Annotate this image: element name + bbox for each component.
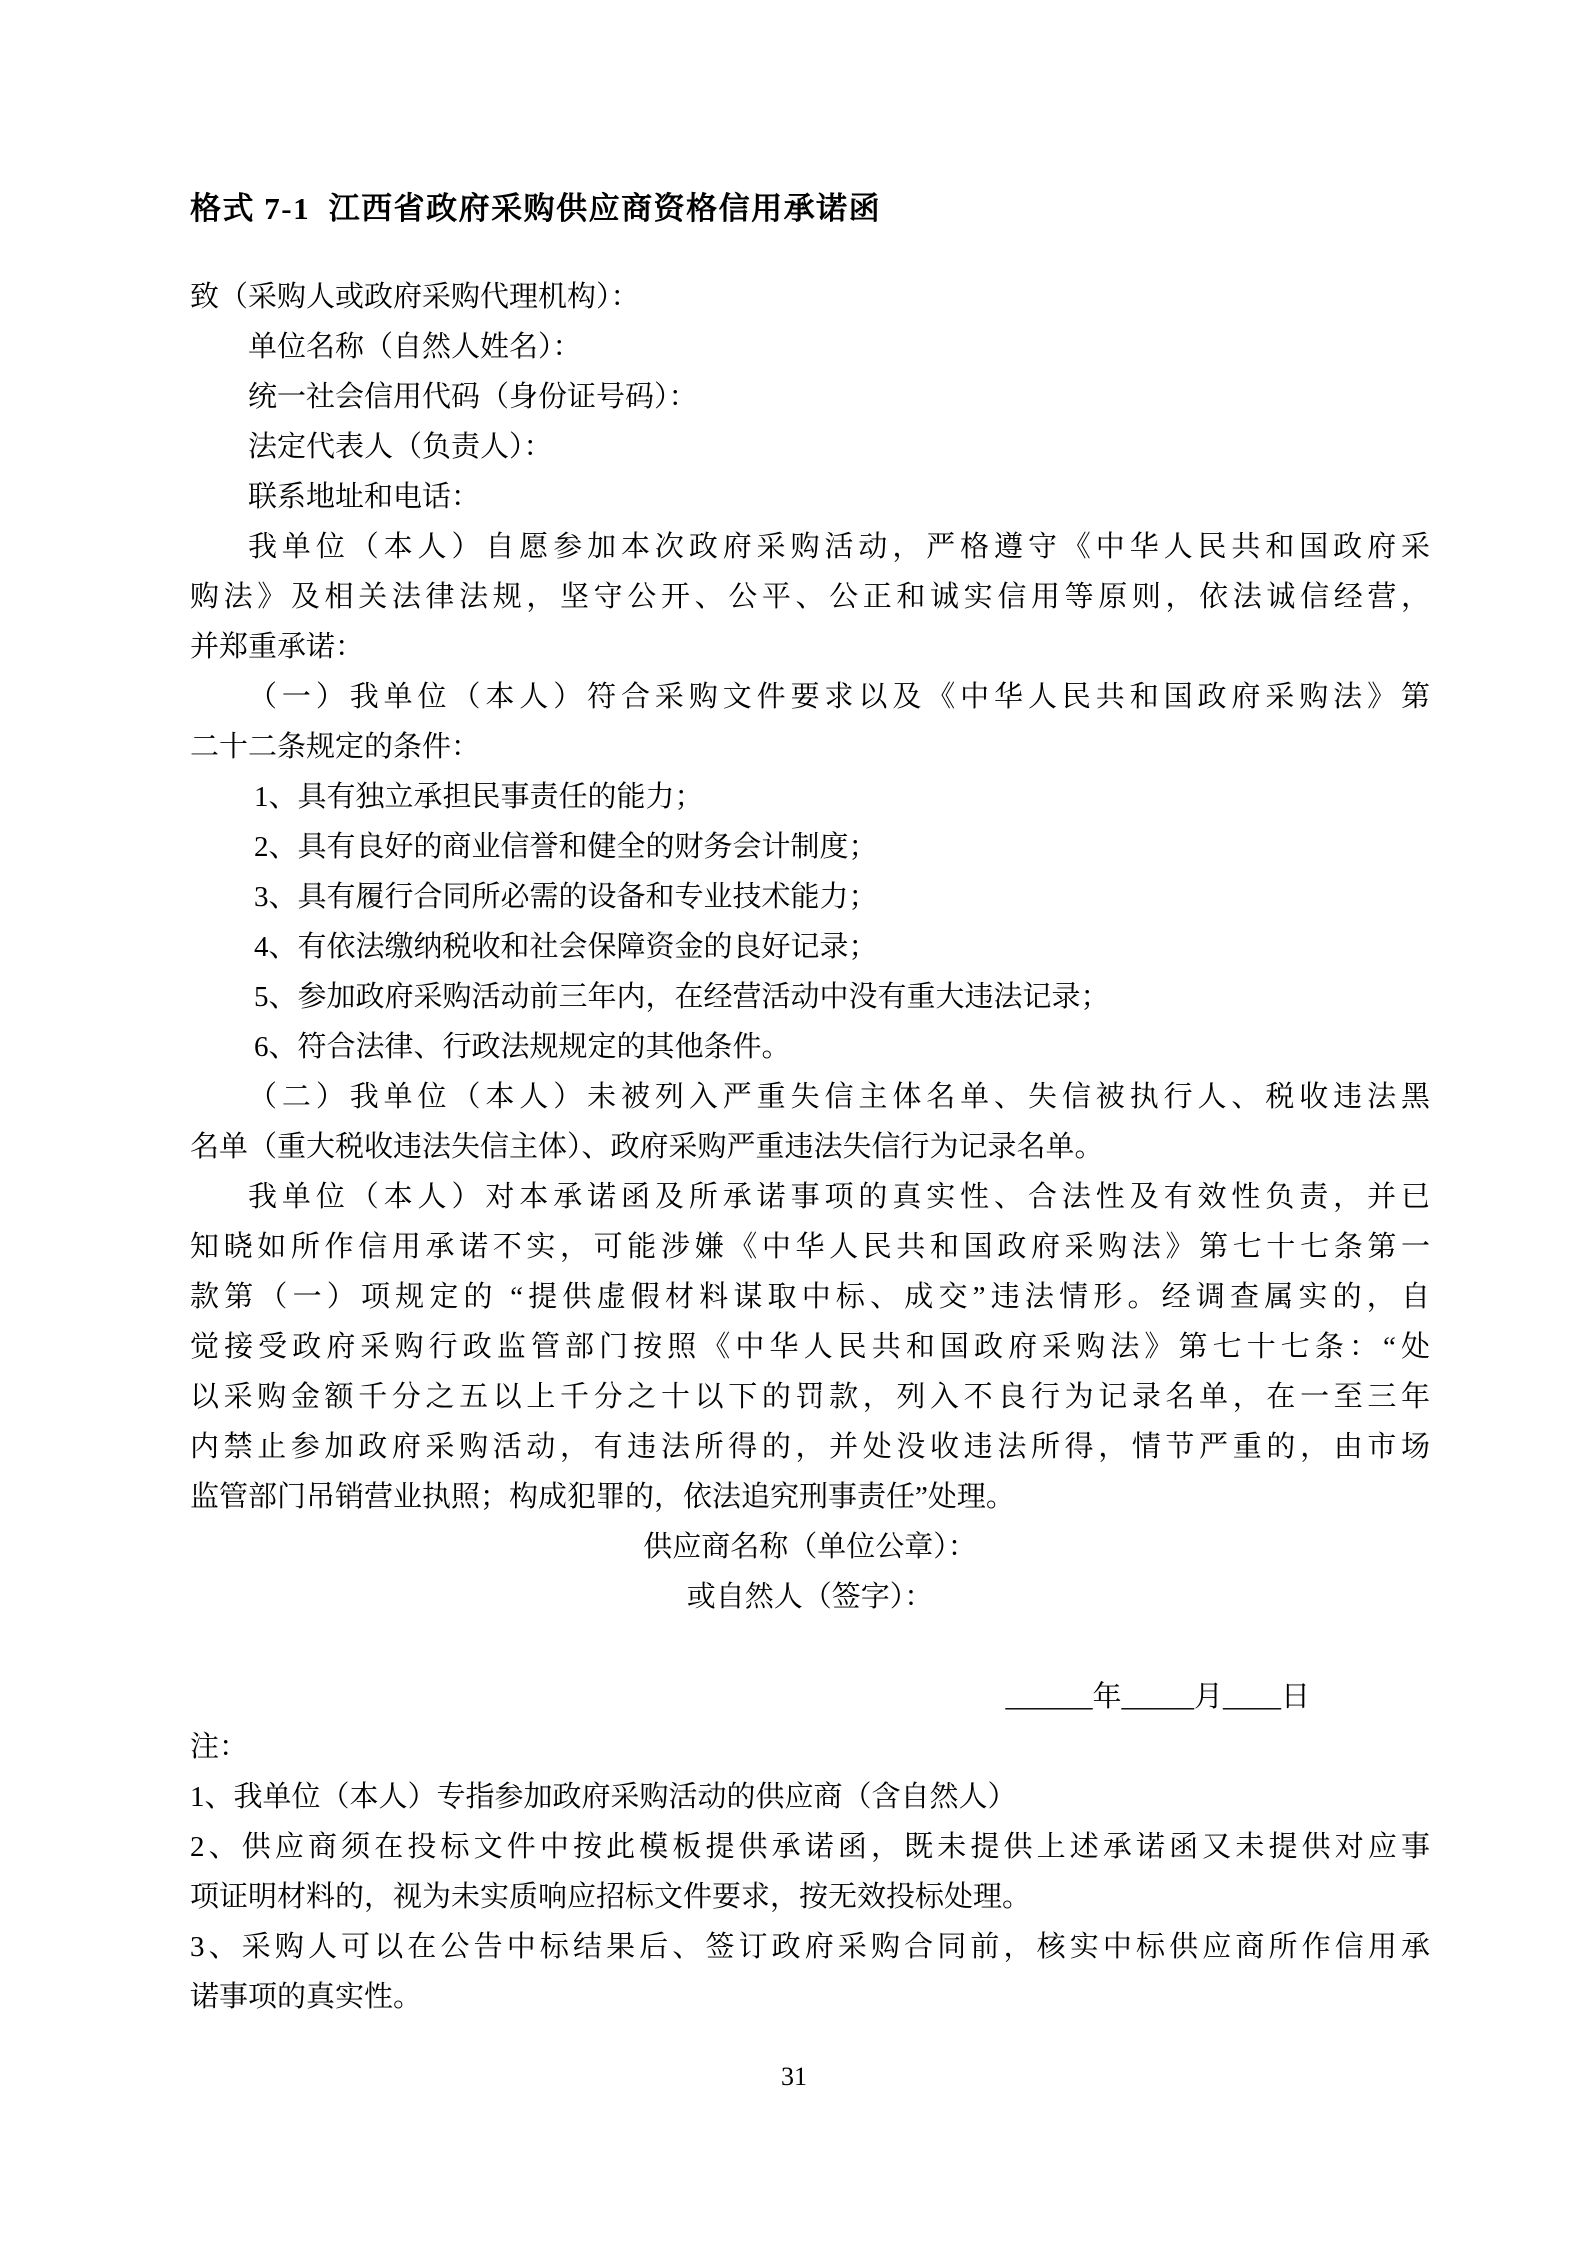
document-line: 内禁止参加政府采购活动，有违法所得的，并处没收违法所得，情节严重的，由市场 (190, 1431, 1430, 1463)
document-line: 统一社会信用代码（身份证号码）： (248, 381, 698, 413)
document-line: 以采购金额千分之五以上千分之十以下的罚款，列入不良行为记录名单，在一至三年 (190, 1381, 1430, 1413)
document-body (190, 272, 1430, 2022)
document-line: 联系地址和电话： (248, 481, 481, 513)
document-title: 格式 7-1 江西省政府采购供应商资格信用承诺函 (190, 191, 882, 226)
document-line: 款第（一）项规定的 “提供虚假材料谋取中标、成交”违法情形。经调查属实的，自 (190, 1281, 1430, 1313)
document-line: 2、供应商须在投标文件中按此模板提供承诺函，既未提供上述承诺函又未提供对应事 (190, 1831, 1430, 1863)
document-line: 我单位（本人）自愿参加本次政府采购活动，严格遵守《中华人民共和国政府采 (248, 531, 1430, 563)
document-line: 知晓如所作信用承诺不实，可能涉嫌《中华人民共和国政府采购法》第七十七条第一 (190, 1231, 1430, 1263)
document-line: 1、具有独立承担民事责任的能力； (254, 781, 704, 813)
blank-line (190, 1622, 1430, 1672)
document-line: 购法》及相关法律法规，坚守公开、公平、公正和诚实信用等原则，依法诚信经营， (190, 581, 1430, 613)
document-line: 3、具有履行合同所必需的设备和专业技术能力； (254, 881, 878, 913)
document-line: 单位名称（自然人姓名）： (248, 331, 582, 363)
document-line: 注： (190, 1731, 249, 1763)
document-line: 4、有依法缴纳税收和社会保障资金的良好记录； (254, 931, 878, 963)
document-line: 项证明材料的，视为未实质响应招标文件要求，按无效投标处理。 (190, 1881, 1032, 1913)
document-line: 法定代表人（负责人）： (248, 431, 553, 463)
document-line: 我单位（本人）对本承诺函及所承诺事项的真实性、合法性及有效性负责，并已 (248, 1181, 1430, 1213)
page-number: 31 (781, 2062, 807, 2091)
signature-line: 或自然人（签字）： (686, 1581, 934, 1613)
document-line: 3、采购人可以在公告中标结果后、签订政府采购合同前，核实中标供应商所作信用承 (190, 1931, 1430, 1963)
document-line: （二）我单位（本人）未被列入严重失信主体名单、失信被执行人、税收违法黑 (248, 1081, 1430, 1113)
document-line: 诺事项的真实性。 (190, 1981, 423, 2013)
document-line: 6、符合法律、行政法规规定的其他条件。 (254, 1031, 791, 1063)
document-line: 二十二条规定的条件： (190, 731, 481, 763)
signature-line: 供应商名称（单位公章）： (643, 1531, 977, 1563)
document-line: 并郑重承诺： (190, 631, 365, 663)
document-line: （一）我单位（本人）符合采购文件要求以及《中华人民共和国政府采购法》第 (248, 681, 1430, 713)
document-line: 名单（重大税收违法失信主体）、政府采购严重违法失信行为记录名单。 (190, 1131, 1104, 1163)
document-line: 致（采购人或政府采购代理机构）： (190, 281, 640, 313)
date-line: ______年_____月____日 (1005, 1681, 1310, 1713)
document-line: 2、具有良好的商业信誉和健全的财务会计制度； (254, 831, 878, 863)
document-line: 5、参加政府采购活动前三年内，在经营活动中没有重大违法记录； (254, 981, 1110, 1013)
document-line: 1、我单位（本人）专指参加政府采购活动的供应商（含自然人） (190, 1781, 1017, 1813)
document-line: 监管部门吊销营业执照；构成犯罪的，依法追究刑事责任”处理。 (190, 1481, 1015, 1513)
document-line: 觉接受政府采购行政监管部门按照《中华人民共和国政府采购法》第七十七条：“处 (190, 1331, 1430, 1363)
